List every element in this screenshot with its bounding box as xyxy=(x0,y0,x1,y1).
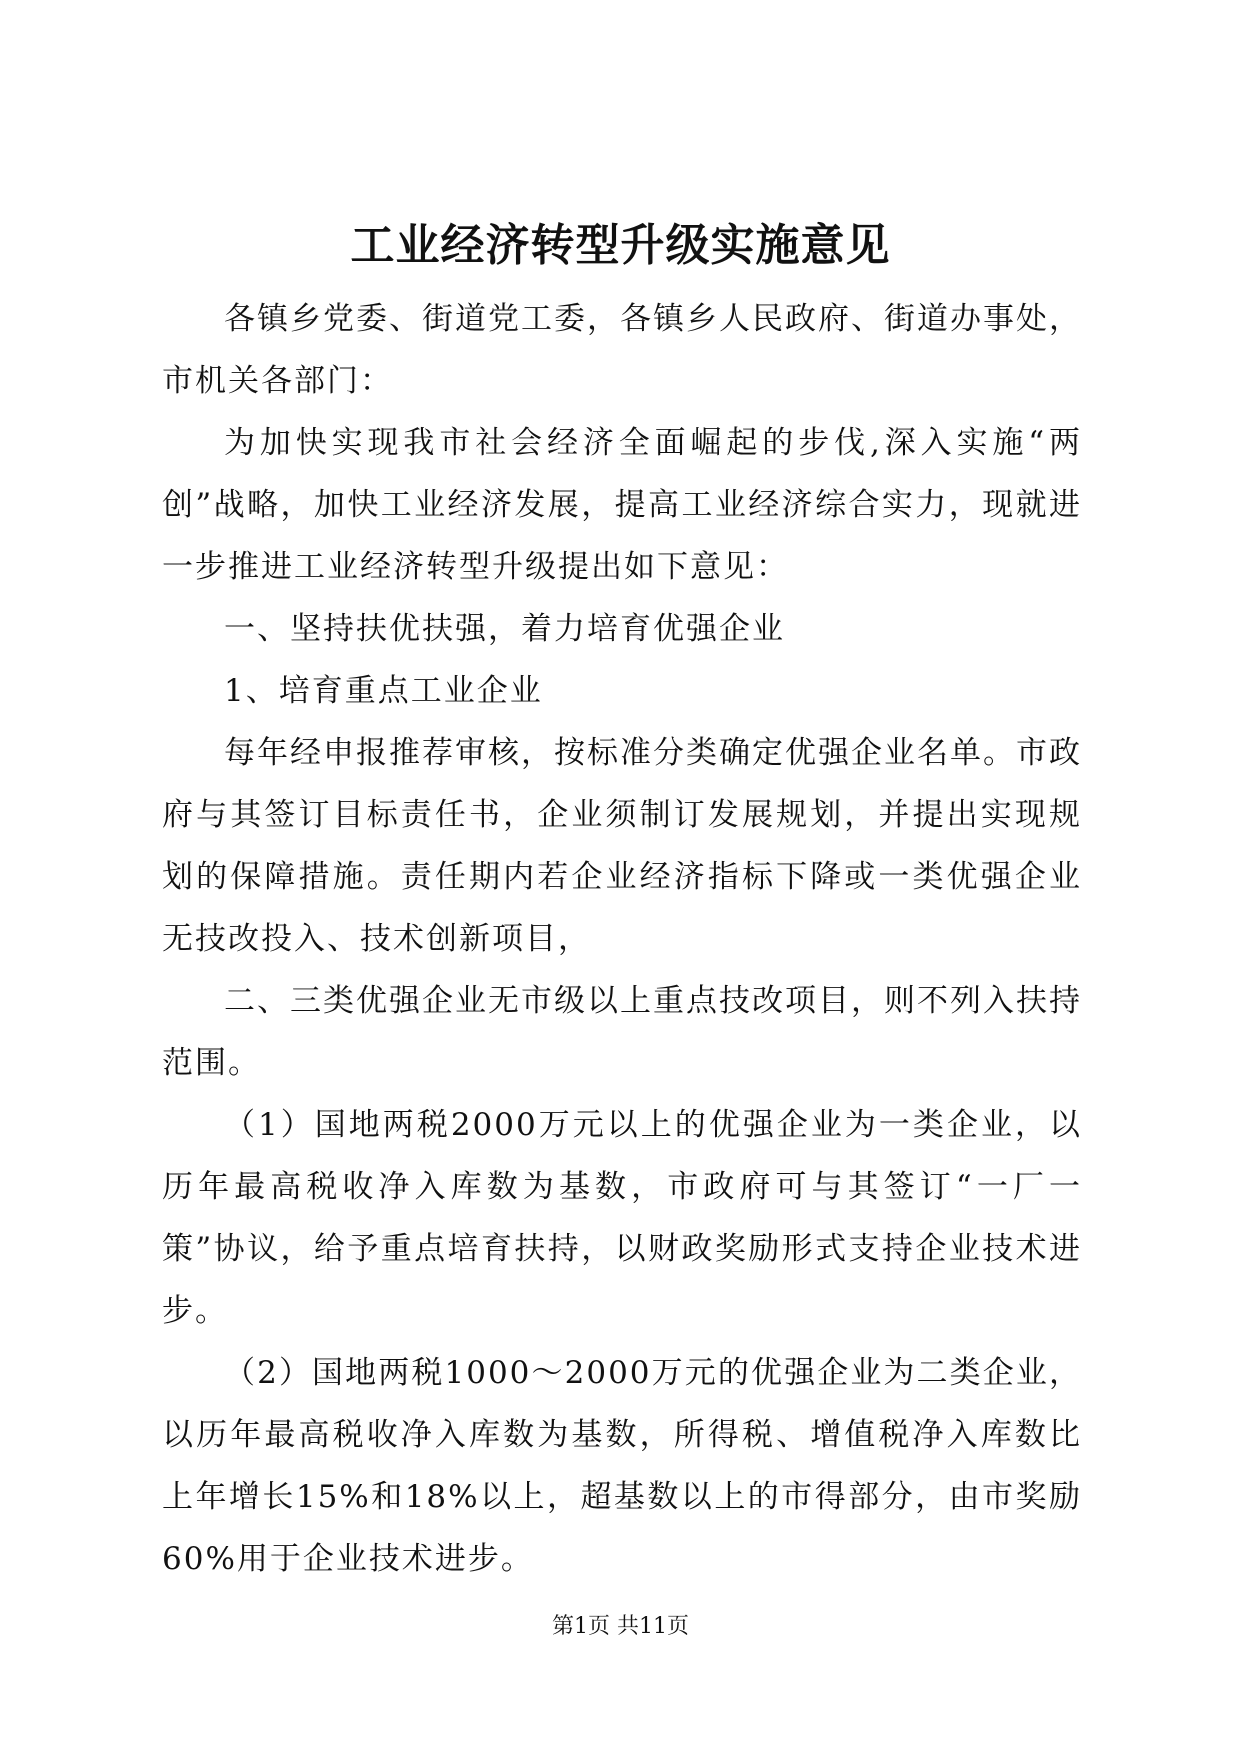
paragraph-item-2: （2）国地两税1000～2000万元的优强企业为二类企业，以历年最高税收净入库数为基数，所得税、增值税净入库数比上年增长15%和18%以上，超基数以上的市得部分，由市奖励60%用于企业技术进步。 xyxy=(162,1355,1082,1577)
paragraph-addressees: 各镇乡党委、街道党工委，各镇乡人民政府、街道办事处，市机关各部门： xyxy=(162,301,1082,399)
subsection-heading-1: 1、培育重点工业企业 xyxy=(224,673,543,709)
paragraph-annual-review: 每年经申报推荐审核，按标准分类确定优强企业名单。市政府与其签订目标责任书，企业须制订发展规划，并提出实现规划的保障措施。责任期内若企业经济指标下降或一类优强企业无技改投入、技术创新项目， xyxy=(162,735,1082,957)
paragraph-class-two-three: 二、三类优强企业无市级以上重点技改项目，则不列入扶持范围。 xyxy=(162,983,1082,1081)
page-number-footer: 第1页 共11页 xyxy=(552,1614,689,1639)
paragraph-intro: 为加快实现我市社会经济全面崛起的步伐,深入实施“两创”战略，加快工业经济发展，提高工业经济综合实力，现就进一步推进工业经济转型升级提出如下意见： xyxy=(162,425,1082,585)
document-body xyxy=(162,288,1082,1590)
document-title: 工业经济转型升级实施意见 xyxy=(350,220,891,271)
section-heading-1: 一、坚持扶优扶强，着力培育优强企业 xyxy=(224,611,785,647)
paragraph-item-1: （1）国地两税2000万元以上的优强企业为一类企业，以历年最高税收净入库数为基数，市政府可与其签订“一厂一策”协议，给予重点培育扶持，以财政奖励形式支持企业技术进步。 xyxy=(162,1107,1082,1329)
